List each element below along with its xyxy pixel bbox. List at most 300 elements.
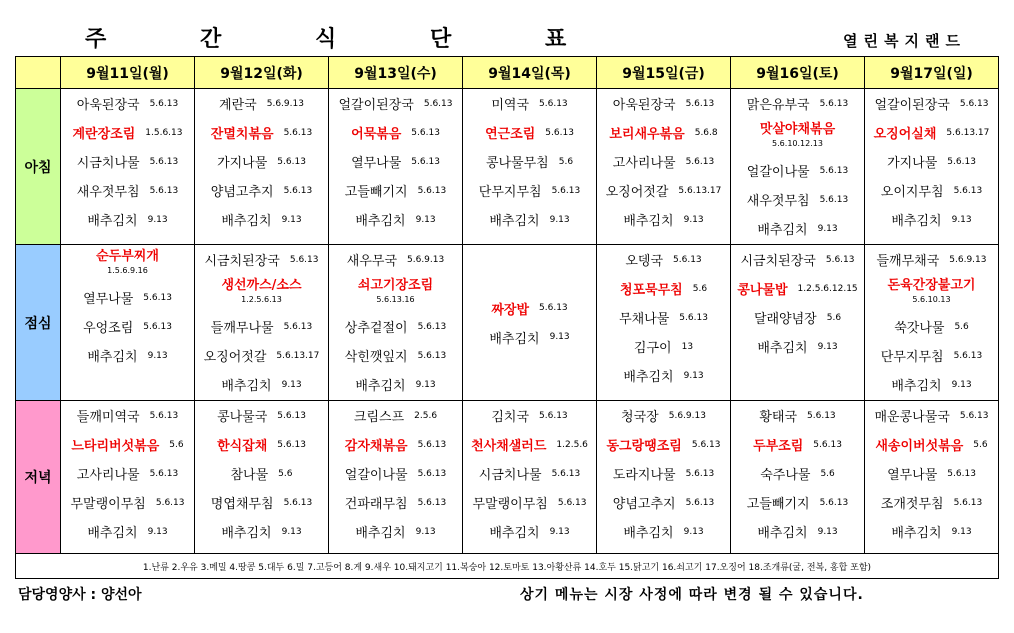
menu-item [329,274,462,312]
allergen-codes: 5.6.13 [149,410,179,421]
allergen-codes: 5.6.13 [417,321,447,332]
allergen-codes: 5.6.13 [149,185,179,196]
dish-name: 양념고추지 [612,497,676,512]
menu-item [463,118,596,147]
dish-name: 삭힌깻잎지 [344,350,408,365]
allergen-codes: 5.6.13.17 [946,127,990,138]
dish-name: 콩나물밥 [737,283,788,298]
allergen-codes: 5.6.10.13 [912,295,951,304]
dish-name: 새우무국 [346,254,397,269]
dish-name: 시금치나물 [76,156,140,171]
menu-item [61,147,194,176]
allergen-codes: 9.13 [147,350,168,361]
menu-item [463,517,596,546]
menu-cell [463,401,597,554]
dish-name: 상추겉절이 [344,321,408,336]
allergen-codes: 9.13 [281,526,302,537]
dish-name: 배추김치 [87,526,138,541]
dish-name: 배추김치 [891,526,942,541]
dish-name: 열무나물 [83,292,134,307]
menu-item [865,370,998,399]
dish-name: 명엽채무침 [210,497,274,512]
allergen-codes: 9.13 [549,214,570,225]
dish-name: 단무지무침 [880,350,944,365]
menu-item [61,401,194,430]
menu-item [597,361,730,390]
title-char: 표 [545,27,567,52]
menu-item [61,176,194,205]
dish-name: 배추김치 [355,526,406,541]
allergen-codes: 5.6.13 [947,468,976,479]
day-header: 9월15일(금) [597,57,731,89]
dietitian-label: 담당영양사 : 양선아 [18,587,142,603]
menu-item [865,312,998,341]
dish-name: 황태국 [759,410,798,425]
menu-item [597,303,730,332]
menu-cell [329,89,463,245]
allergen-codes: 5.6.13 [277,156,306,167]
allergen-codes: 1.2.5.6.13 [241,295,282,304]
allergen-codes: 9.13 [415,379,436,390]
allergen-codes: 13 [681,341,694,352]
menu-item [195,370,328,399]
menu-item [463,176,596,205]
dish-name: 아욱된장국 [612,98,676,113]
dish-name: 조개젓무침 [880,497,944,512]
allergen-codes: 5.6.13 [685,156,715,167]
menu-item [463,401,596,430]
allergen-codes: 5.6.13 [283,497,313,508]
allergen-codes: 5.6.13 [825,254,855,265]
menu-item [463,323,596,352]
menu-cell [731,401,865,554]
menu-item [195,341,328,370]
dish-name: 배추김치 [623,214,674,229]
menu-item [865,147,998,176]
allergen-codes: 1.2.5.6 [556,439,588,450]
menu-item [865,459,998,488]
allergen-codes: 5.6.13 [143,321,172,332]
dish-name: 콩나물국 [217,410,268,425]
allergen-codes: 5.6.13 [685,468,715,479]
allergen-codes: 9.13 [951,214,972,225]
allergen-codes: 5.6.13 [539,98,568,109]
dish-name: 참나물 [230,468,269,483]
menu-item [731,459,864,488]
allergen-codes: 5.6.13 [417,497,447,508]
allergen-codes: 9.13 [281,214,302,225]
menu-item [597,430,730,459]
allergen-codes: 9.13 [281,379,302,390]
menu-cell [731,89,865,245]
allergen-codes: 9.13 [415,526,436,537]
day-header: 9월14일(목) [463,57,597,89]
allergen-codes: 5.6 [973,439,988,450]
dish-name: 들깨미역국 [76,410,140,425]
menu-item [463,147,596,176]
allergen-codes: 5.6.13 [819,194,849,205]
dish-name: 오징어젓갈 [203,350,267,365]
dish-name: 미역국 [491,98,530,113]
menu-item [195,89,328,118]
allergen-codes: 9.13 [817,341,838,352]
dish-name: 고들빼기지 [746,497,810,512]
allergen-codes: 5.6.13 [959,98,989,109]
menu-item [329,312,462,341]
dish-name: 시금치된장국 [740,254,816,269]
dish-name: 배추김치 [489,526,540,541]
dish-name: 한식잡채 [217,439,268,454]
allergen-codes: 5.6.13 [143,292,172,303]
menu-item [329,430,462,459]
allergen-codes: 5.6.13 [417,439,447,450]
allergen-codes: 5.6.9.13 [949,254,987,265]
menu-item [597,488,730,517]
dish-name: 열무나물 [351,156,402,171]
allergen-codes: 9.13 [147,214,168,225]
allergen-codes: 5.6.13 [423,98,453,109]
dish-name: 우엉조림 [83,321,134,336]
header-row [16,57,999,89]
menu-item [195,274,328,312]
dish-name: 배추김치 [623,370,674,385]
dish-name: 배추김치 [221,214,272,229]
dish-name: 가지나물 [217,156,268,171]
dish-name: 도라지나물 [612,468,676,483]
dish-name: 두부조림 [753,439,804,454]
allergen-codes: 5.6.13 [819,165,849,176]
title-char: 주 [85,27,107,52]
allergen-codes: 5.6.13 [411,156,440,167]
menu-item [731,245,864,274]
menu-cell [865,245,999,401]
menu-item [463,430,596,459]
allergen-codes: 9.13 [951,379,972,390]
dish-name: 배추김치 [891,214,942,229]
menu-item [597,176,730,205]
dish-name: 김구이 [633,341,672,356]
menu-cell [61,401,195,554]
allergen-codes: 5.6.13 [947,156,976,167]
allergen-codes: 5.6.9.13 [266,98,304,109]
allergen-codes: 9.13 [683,526,704,537]
meal-label: 아침 [16,89,61,245]
allergen-codes: 9.13 [817,526,838,537]
page-title [60,22,600,52]
dish-name: 새우젓무침 [746,194,810,209]
menu-item [597,332,730,361]
allergen-codes: 5.6.8 [694,127,718,138]
dish-name: 맛살야채볶음 [759,122,836,137]
dish-name: 배추김치 [757,223,808,238]
menu-item [463,89,596,118]
menu-item [731,303,864,332]
meal-row [16,401,999,554]
menu-item [597,89,730,118]
menu-item [329,459,462,488]
allergen-codes: 5.6.13 [149,468,179,479]
menu-item [463,294,596,323]
title-char: 식 [315,27,337,52]
dish-name: 무채나물 [619,312,670,327]
menu-item [463,459,596,488]
menu-item [329,341,462,370]
allergen-codes: 5.6.13 [289,254,319,265]
menu-item [329,89,462,118]
dish-name: 얼갈이나물 [344,468,408,483]
dish-name: 얼갈이된장국 [338,98,414,113]
day-header: 9월16일(토) [731,57,865,89]
allergen-codes: 9.13 [683,370,704,381]
dish-name: 아욱된장국 [76,98,140,113]
corner-cell [16,57,61,89]
allergen-codes: 5.6.13 [283,127,313,138]
dish-name: 배추김치 [489,331,540,347]
menu-item [329,176,462,205]
title-char: 간 [200,27,222,52]
dish-name: 콩나물무침 [485,156,549,171]
dish-name: 계란장조림 [72,127,136,142]
menu-item [195,205,328,234]
allergen-codes: 2.5.6 [414,410,438,421]
menu-cell [865,89,999,245]
dish-name: 숙주나물 [760,468,811,483]
allergen-codes: 5.6.13 [819,98,849,109]
menu-cell [731,245,865,401]
allergen-codes: 5.6.13 [277,439,306,450]
menu-item [61,89,194,118]
weekly-menu-table [15,56,999,579]
menu-item [61,459,194,488]
menu-item [195,245,328,274]
menu-item [865,517,998,546]
menu-item [61,283,194,312]
dish-name: 배추김치 [355,379,406,394]
organization-name: 열린복지랜드 [843,32,966,50]
allergen-codes: 5.6 [278,468,293,479]
allergen-codes: 5.6.13 [417,350,447,361]
allergen-codes: 5.6.9.13 [668,410,706,421]
menu-cell [61,89,195,245]
menu-cell [597,401,731,554]
dish-name: 고사리나물 [612,156,676,171]
menu-item [731,401,864,430]
allergen-codes: 5.6.13 [411,127,440,138]
dish-name: 김치국 [491,410,530,425]
allergen-legend: 1.난류 2.우유 3.메밀 4.땅콩 5.대두 6.밀 7.고등어 8.게 9.새우 10.돼지고기 11.복숭아 12.토마토 13.아황산류 14.호두 15.닭고기 16.쇠고기 17.오징어 18.조개류(굴, 전복, 홍합 포함) [16,554,999,579]
allergen-codes: 5.6.13 [539,410,568,421]
menu-item [61,517,194,546]
dish-name: 연근조림 [485,127,536,142]
allergen-codes: 5.6 [820,468,835,479]
dish-name: 배추김치 [87,350,138,365]
allergen-codes: 9.13 [147,526,168,537]
allergen-codes: 1.2.5.6.12.15 [797,283,858,294]
title-char: 단 [430,27,452,52]
menu-item [865,176,998,205]
menu-item [865,430,998,459]
dish-name: 짜장밥 [491,302,530,318]
allergen-codes: 5.6.13.17 [276,350,320,361]
dish-name: 단무지무침 [478,185,542,200]
allergen-codes: 5.6.13 [155,497,185,508]
meal-label: 저녁 [16,401,61,554]
dish-name: 매운콩나물국 [874,410,950,425]
menu-cell [195,401,329,554]
allergen-codes: 5.6.13 [813,439,842,450]
menu-item [61,488,194,517]
menu-item [731,89,864,118]
meal-label: 점심 [16,245,61,401]
day-header: 9월12일(화) [195,57,329,89]
menu-item [865,205,998,234]
menu-item [463,488,596,517]
allergen-codes: 5.6.13 [685,98,715,109]
menu-item [195,312,328,341]
allergen-codes: 5.6.13 [953,185,983,196]
meal-row [16,245,999,401]
allergen-codes: 5.6.10.12.13 [772,139,823,148]
dish-name: 무말랭이무침 [472,497,548,512]
dish-name: 오이지무침 [880,185,944,200]
dish-name: 새송이버섯볶음 [875,439,964,454]
dish-name: 고들빼기지 [344,185,408,200]
dish-name: 배추김치 [489,214,540,229]
menu-item [195,517,328,546]
menu-item [865,341,998,370]
menu-item [731,118,864,156]
dish-name: 얼갈이된장국 [874,98,950,113]
allergen-codes: 5.6.13 [819,497,849,508]
menu-cell [463,89,597,245]
menu-item [61,341,194,370]
dish-name: 가지나물 [887,156,938,171]
menu-item [195,401,328,430]
menu-item [329,245,462,274]
allergen-codes: 5.6.13 [557,497,587,508]
allergen-codes: 9.13 [683,214,704,225]
day-header: 9월17일(일) [865,57,999,89]
dish-name: 배추김치 [891,379,942,394]
menu-item [329,401,462,430]
menu-item [597,245,730,274]
menu-cell [329,401,463,554]
dish-name: 순두부찌개 [96,249,159,264]
menu-item [61,245,194,283]
menu-cell [597,89,731,245]
allergen-codes: 1.5.6.13 [145,127,183,138]
menu-item [195,147,328,176]
menu-item [865,274,998,312]
dish-name: 크림스프 [353,410,405,425]
dish-name: 얼갈이나물 [746,165,810,180]
dish-name: 배추김치 [221,526,272,541]
dish-name: 오뎅국 [625,254,664,269]
allergen-codes: 5.6 [169,439,184,450]
dish-name: 고사리나물 [76,468,140,483]
dish-name: 동그랑땡조림 [606,439,682,454]
menu-cell [597,245,731,401]
allergen-codes: 5.6.13 [417,468,447,479]
menu-item [329,488,462,517]
dish-name: 들깨무나물 [210,321,274,336]
allergen-codes: 5.6.13 [149,98,179,109]
menu-cell [195,245,329,401]
menu-item [731,488,864,517]
allergen-codes: 5.6 [954,321,969,332]
menu-cell [463,245,597,401]
allergen-codes: 9.13 [549,332,570,342]
menu-item [597,459,730,488]
allergen-codes: 9.13 [817,223,838,234]
dish-name: 무말랭이무침 [70,497,146,512]
allergen-codes: 5.6.13 [277,410,306,421]
dish-name: 배추김치 [87,214,138,229]
menu-item [731,332,864,361]
dish-name: 배추김치 [355,214,406,229]
allergen-codes: 5.6.13 [953,350,983,361]
allergen-codes: 5.6.13 [283,185,313,196]
dish-name: 돈육간장불고기 [887,278,976,293]
allergen-codes: 5.6.13 [417,185,447,196]
menu-item [865,401,998,430]
dish-name: 잔멸치볶음 [210,127,274,142]
menu-item [195,118,328,147]
allergen-codes: 5.6.13 [283,321,313,332]
dish-name: 오징어실채 [873,127,937,142]
dish-name: 새우젓무침 [76,185,140,200]
menu-item [731,214,864,243]
menu-item [329,517,462,546]
dish-name: 들깨무채국 [876,254,940,269]
menu-item [329,370,462,399]
menu-item [597,401,730,430]
menu-item [865,488,998,517]
dish-name: 보리새우볶음 [609,127,685,142]
dish-name: 배추김치 [623,526,674,541]
menu-item [731,430,864,459]
menu-item [195,176,328,205]
dish-name: 배추김치 [757,526,808,541]
menu-item [329,205,462,234]
allergen-codes: 5.6.13.16 [376,295,415,304]
allergen-codes: 5.6.13 [679,312,708,323]
dish-name: 느타리버섯볶음 [71,439,160,454]
dish-name: 오징어젓갈 [605,185,669,200]
dish-name: 시금치된장국 [204,254,280,269]
menu-cell [61,245,195,401]
menu-item [195,430,328,459]
menu-item [329,118,462,147]
allergen-codes: 5.6.13 [807,410,836,421]
dish-name: 양념고추지 [210,185,274,200]
allergen-codes: 5.6.13 [551,185,581,196]
dish-name: 생선까스/소스 [221,278,302,293]
day-header: 9월13일(수) [329,57,463,89]
allergen-codes: 5.6 [558,156,574,167]
dish-name: 시금치나물 [478,468,542,483]
dish-name: 감자채볶음 [344,439,408,454]
dish-name: 배추김치 [757,341,808,356]
menu-item [463,205,596,234]
allergen-codes: 5.6.13 [149,156,179,167]
menu-cell [329,245,463,401]
menu-item [865,118,998,147]
allergen-codes: 5.6.13 [691,439,721,450]
menu-item [61,312,194,341]
menu-item [865,245,998,274]
allergen-codes: 5.6.13 [551,468,581,479]
